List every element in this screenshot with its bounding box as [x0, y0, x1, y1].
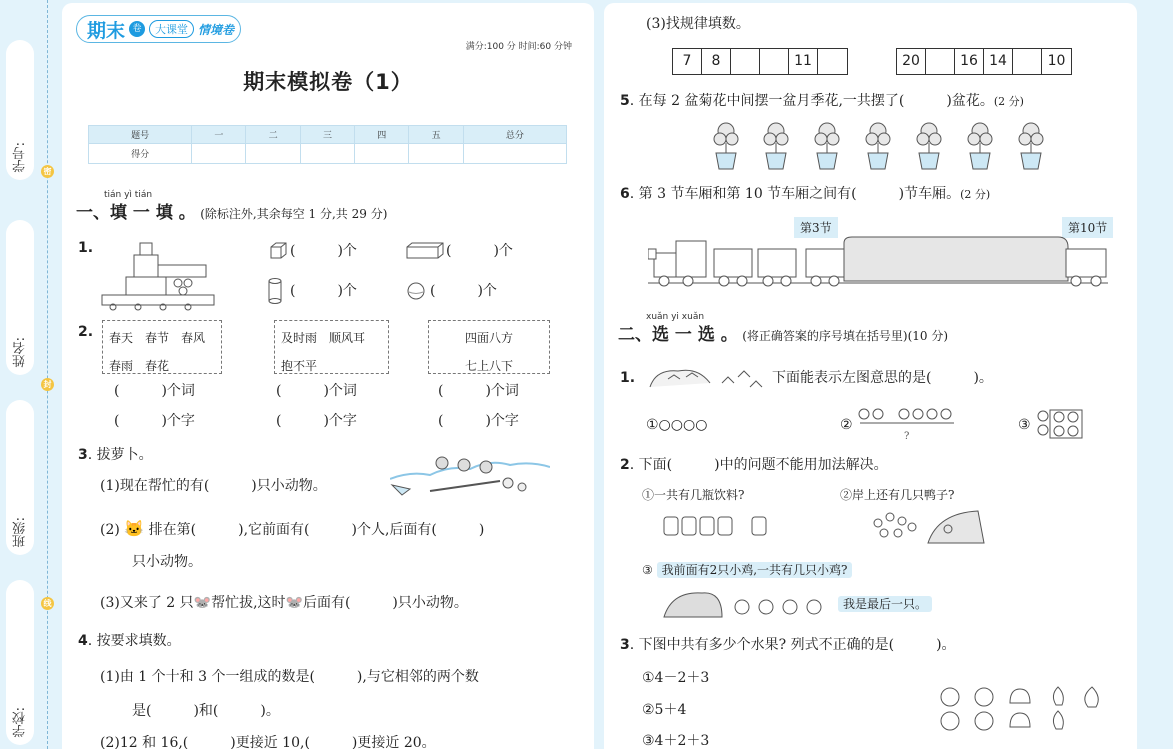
q4-line2: 是( )和( )。 [132, 703, 280, 719]
s2q3-num: 3 [620, 637, 630, 653]
pattern-cell: 11 [789, 49, 818, 74]
section2-note: (将正确答案的序号填在括号里)(10 分) [742, 329, 949, 343]
section2-heading: 二、选 一 选 。 [618, 325, 738, 345]
score-row-label: 得分 [89, 144, 192, 164]
ducks-figure [868, 503, 986, 547]
q2-answer-chars-1[interactable]: ( )个字 [114, 413, 195, 429]
fruits-figure [938, 683, 1110, 733]
q3-line2 [100, 519, 484, 539]
score-cell[interactable] [463, 144, 566, 164]
s2q2-speech-1: 我前面有2只小鸡,一共有几只小鸡? [657, 562, 853, 578]
word-box-2-line2: 抱不平 [281, 359, 318, 373]
q2-answer-words-3[interactable]: ( )个词 [438, 383, 519, 399]
q3-title: 拔萝卜。 [96, 447, 153, 463]
s2q2-option-3-label: ③ [642, 563, 653, 577]
cut-line [47, 0, 48, 749]
q3-line3-b: 帮忙拔,这时 [211, 595, 286, 611]
q5-line: 5. 在每 2 盆菊花中间摆一盆月季花,一共摆了( )盆花。(2 分) [620, 93, 1024, 109]
word-box-1 [102, 320, 222, 374]
cuboid-icon [404, 241, 446, 261]
s2q2-option-3[interactable] [642, 563, 852, 577]
chicks-figure [662, 587, 832, 623]
car-3-label: 第3节 [794, 217, 838, 238]
q3-line1: (1)现在帮忙的有( )只小动物。 [100, 478, 327, 494]
score-cell[interactable] [409, 144, 463, 164]
s2q1-option-2[interactable] [840, 417, 853, 434]
q3-line3-c: 后面有( )只小动物。 [302, 595, 468, 611]
brand-badge: 卷 [129, 21, 145, 37]
score-header-cell: 总分 [463, 126, 566, 144]
score-header-cell: 题号 [89, 126, 192, 144]
q6-line: 6. 第 3 节车厢和第 10 节车厢之间有( )节车厢。(2 分) [620, 186, 991, 202]
bottles-figure [662, 513, 772, 537]
pattern-cell-blank[interactable] [818, 49, 847, 74]
s2q1-option-3-label: ③ [1018, 417, 1031, 433]
right-page [604, 3, 1137, 749]
school-field[interactable] [6, 580, 34, 745]
word-box-1-line1: 春天 春节 春风 [109, 331, 206, 345]
s2q1-option-1[interactable]: ①○○○○ [646, 417, 708, 433]
q5-num: 5 [620, 93, 630, 109]
seal-mi: 密 [41, 165, 54, 178]
q2-answer-words-2[interactable]: ( )个词 [276, 383, 357, 399]
q4-title: 按要求填数。 [96, 633, 181, 649]
q1-number: 1. [78, 240, 94, 256]
circles-bracket-figure [858, 407, 962, 441]
seal-feng: 封 [41, 378, 54, 391]
name-field[interactable] [6, 220, 34, 375]
class-label: 班级: [12, 516, 28, 547]
s2q3-line: 3. 下图中共有多少个水果? 列式不正确的是( )。 [620, 637, 956, 653]
s2q1-qmark: ? [904, 431, 910, 441]
q4-line1: (1)由 1 个十和 3 个一组成的数是( ),与它相邻的两个数 [100, 669, 479, 685]
score-table [88, 125, 567, 164]
q4-line4: (3)找规律填数。 [646, 16, 750, 32]
section2-pinyin: xuǎn yi xuǎn [646, 312, 705, 322]
pattern-cell-blank[interactable] [731, 49, 760, 74]
car-10-label: 第10节 [1062, 217, 1113, 238]
brand-main: 期末 [87, 19, 126, 42]
name-label: 姓名: [12, 336, 28, 367]
mouse-icon: 🐭 [193, 595, 212, 611]
circles-grid-figure [1036, 409, 1084, 439]
s2q1-option-2-label: ② [840, 417, 853, 433]
q6-num: 6 [620, 186, 630, 202]
q3-line2-prefix: (2) [100, 522, 120, 538]
seal-xian: 线 [41, 597, 54, 610]
q1-answer-cylinder[interactable]: ( )个 [290, 283, 357, 299]
sphere-icon [406, 281, 426, 301]
exam-meta: 满分:100 分 时间:60 分钟 [465, 42, 572, 52]
score-cell[interactable] [246, 144, 300, 164]
flower-pot-icon [714, 123, 738, 169]
mouse-icon: 🐭 [285, 595, 303, 611]
cylinder-icon [267, 277, 283, 305]
s2q3-option-1[interactable]: ①4－2＋3 [642, 670, 710, 686]
cat-icon: 🐱 [124, 519, 145, 538]
class-field[interactable] [6, 400, 34, 555]
q2-answer-chars-2[interactable]: ( )个字 [276, 413, 357, 429]
s2q3-option-2[interactable]: ②5＋4 [642, 702, 687, 718]
score-header-cell: 四 [355, 126, 409, 144]
pattern-cell-blank[interactable] [760, 49, 789, 74]
q1-answer-cuboid[interactable]: ( )个 [446, 243, 513, 259]
score-cell[interactable] [300, 144, 354, 164]
q3-line2-text: 排在第( ),它前面有( )个人,后面有( ) [148, 522, 485, 538]
number-pattern-row-1 [672, 48, 848, 75]
word-box-2-line1: 及时雨 顺风耳 [281, 331, 366, 345]
pattern-cell: 14 [984, 49, 1013, 74]
score-header-cell: 三 [300, 126, 354, 144]
q2-num: 2 [78, 324, 88, 340]
score-header-cell: 五 [409, 126, 463, 144]
section1-pinyin: tián yì tián [104, 190, 153, 200]
section2-heading-line [618, 325, 948, 345]
q4-num: 4 [78, 633, 88, 649]
score-cell[interactable] [355, 144, 409, 164]
flower-pots-figure [712, 121, 1052, 173]
word-box-2 [274, 320, 389, 374]
number-pattern-row-2 [896, 48, 1072, 75]
section1-heading: 一、填 一 填 。 [76, 203, 196, 223]
s2q2-text: 下面( )中的问题不能用加法解决。 [638, 457, 888, 473]
q3-title-line: 3. 拔萝卜。 [78, 447, 153, 463]
score-row [89, 144, 567, 164]
s2q1-text: 下面能表示左图意思的是( )。 [772, 370, 993, 386]
q4-line3: (2)12 和 16,( )更接近 10,( )更接近 20。 [100, 735, 436, 749]
binding-strip [0, 0, 60, 749]
s2q1-option-3[interactable] [1018, 417, 1031, 434]
q3-line3 [100, 595, 468, 612]
q5-text: 在每 2 盆菊花中间摆一盆月季花,一共摆了( )盆花。 [638, 93, 994, 109]
q3-num: 3 [78, 447, 88, 463]
brand-sub: 大课堂 [149, 20, 194, 38]
pattern-cell-blank[interactable] [1013, 49, 1042, 74]
q2-answer-chars-3[interactable]: ( )个字 [438, 413, 519, 429]
s2q3-text: 下图中共有多少个水果? 列式不正确的是( )。 [638, 637, 956, 653]
q3-line3-a: (3)又来了 2 只 [100, 595, 194, 611]
birds-on-tree-figure [648, 363, 768, 395]
pattern-cell-blank[interactable] [926, 49, 955, 74]
pattern-cell: 8 [702, 49, 731, 74]
train-figure [648, 235, 1108, 291]
block-stack-figure [98, 233, 218, 311]
score-header-row [89, 126, 567, 144]
q1-num: 1 [78, 240, 88, 256]
q6-points: (2 分) [960, 188, 991, 201]
brand-tag: 情境卷 [198, 22, 235, 37]
student-id-field[interactable] [6, 40, 34, 180]
brand-logo [76, 15, 241, 43]
s2q2-option-1[interactable]: ①一共有几瓶饮料? [642, 488, 745, 502]
score-cell[interactable] [192, 144, 246, 164]
q2-answer-words-1[interactable]: ( )个词 [114, 383, 195, 399]
left-page [62, 3, 594, 749]
q3-line2-cont: 只小动物。 [132, 554, 202, 570]
section1-note: (除标注外,其余每空 1 分,共 29 分) [200, 207, 388, 221]
pattern-cell: 16 [955, 49, 984, 74]
pattern-cell: 20 [897, 49, 926, 74]
s2q2-speech-2: 我是最后一只。 [838, 596, 932, 612]
word-box-3 [428, 320, 550, 374]
score-header-cell: 一 [192, 126, 246, 144]
s2q1-number: 1. [620, 370, 636, 386]
q2-number: 2. [78, 324, 94, 340]
s2q2-line: 2. 下面( )中的问题不能用加法解决。 [620, 457, 888, 473]
score-header-cell: 二 [246, 126, 300, 144]
word-box-3-line1: 四面八方 [464, 331, 513, 345]
word-box-3-line2: 七上八下 [464, 359, 513, 373]
page-title: 期末模拟卷（1） [243, 70, 413, 94]
word-box-1-line2: 春雨 春花 [109, 359, 170, 373]
q4-title-line: 4. 按要求填数。 [78, 633, 181, 649]
student-id-label: 学号: [12, 141, 28, 172]
q6-text: 第 3 节车厢和第 10 节车厢之间有( )节车厢。 [638, 186, 961, 202]
cube-icon [268, 241, 288, 261]
section1-heading-line [76, 203, 387, 223]
s2q2-option-2[interactable]: ②岸上还有几只鸭子? [840, 488, 955, 502]
s2q3-option-3[interactable]: ③4＋2＋3 [642, 733, 710, 749]
s2q2-num: 2 [620, 457, 630, 473]
pattern-cell: 7 [673, 49, 702, 74]
pull-radish-illustration [390, 451, 550, 503]
s2q2-speech-2-wrap [838, 597, 932, 611]
q1-answer-sphere[interactable]: ( )个 [430, 283, 497, 299]
s2q1-num: 1 [620, 370, 630, 386]
q5-points: (2 分) [993, 95, 1024, 108]
q1-answer-cube[interactable]: ( )个 [290, 243, 357, 259]
school-label: 学校: [12, 706, 28, 737]
pattern-cell: 10 [1047, 53, 1066, 69]
